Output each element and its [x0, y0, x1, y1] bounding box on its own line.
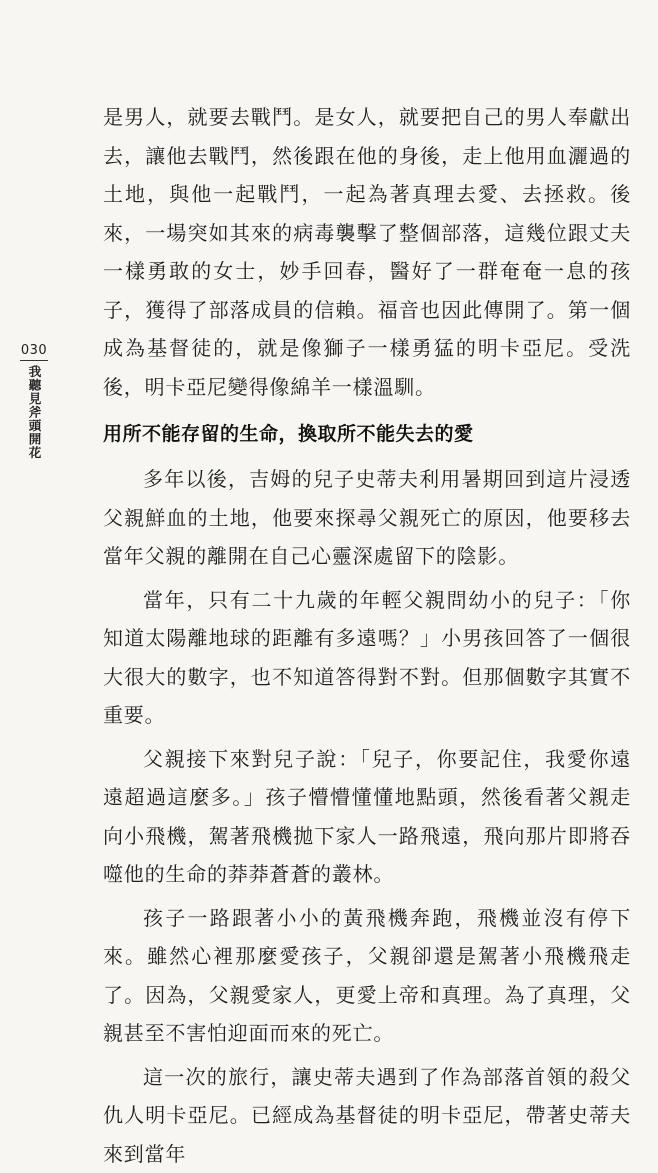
book-title: 我聽見斧頭開花: [25, 365, 43, 460]
running-header: [20, 343, 48, 460]
paragraph: 多年以後，吉姆的兒子史蒂夫利用暑期回到這片浸透父親鮮血的土地，他要來探尋父親死亡的原因，他要移去當年父親的離開在自己心靈深處留下的陰影。: [103, 460, 631, 576]
paragraph: 這一次的旅行，讓史蒂夫遇到了作為部落首領的殺父仇人明卡亞尼。已經成為基督徒的明卡亞尼，帶著史蒂夫來到當年: [103, 1058, 631, 1173]
paragraph: 父親接下來對兒子說：「兒子，你要記住，我愛你遠遠超過這麼多。」孩子懵懵懂懂地點頭，然後看著父親走向小飛機，駕著飛機拋下家人一路飛遠，飛向那片即將吞噬他的生命的莽莽蒼蒼的叢林。: [103, 740, 631, 894]
page-number: 030: [20, 343, 48, 361]
paragraph: 孩子一路跟著小小的黃飛機奔跑，飛機並沒有停下來。雖然心裡那麼愛孩子，父親卻還是駕著小飛機飛走了。因為，父親愛家人，更愛上帝和真理。為了真理，父親甚至不害怕迎面而來的死亡。: [103, 899, 631, 1053]
section-heading: 用所不能存留的生命，換取所不能失去的愛: [103, 416, 631, 452]
paragraph: 當年，只有二十九歲的年輕父親問幼小的兒子：「你知道太陽離地球的距離有多遠嗎？」小男孩回答了一個很大很大的數字，也不知道答得對不對。但那個數字其實不重要。: [103, 581, 631, 735]
text-block: [103, 98, 631, 1173]
intro-paragraph: 是男人，就要去戰鬥。是女人，就要把自己的男人奉獻出去，讓他去戰鬥，然後跟在他的身後，走上他用血灑過的土地，與他一起戰鬥，一起為著真理去愛、去拯救。後來，一場突如其來的病毒襲擊了整個部落，這幾位跟丈夫一樣勇敢的女士，妙手回春，醫好了一群奄奄一息的孩子，獲得了部落成員的信賴。福音也因此傳開了。第一個成為基督徒的，就是像獅子一樣勇猛的明卡亞尼。受洗後，明卡亞尼變得像綿羊一樣溫馴。: [103, 98, 631, 406]
